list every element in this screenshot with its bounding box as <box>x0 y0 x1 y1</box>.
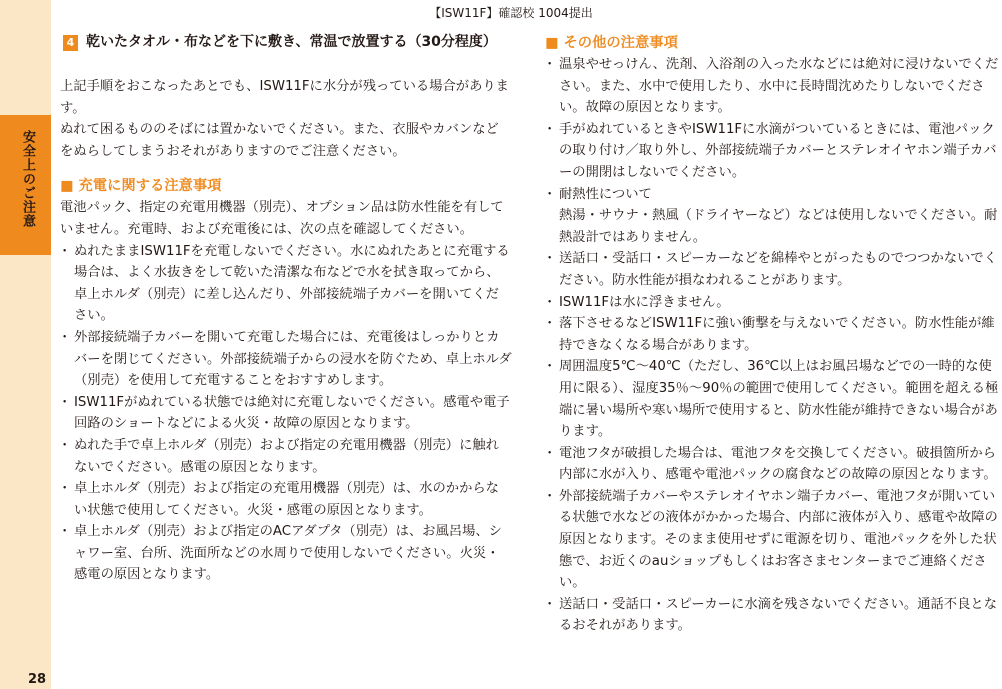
list-item: ・ 手がぬれているときやISW11Fに水滴がついているときには、電池パックの取り付け／取り外し、外部接続端子カバーとステレオイヤホン端子カバーの開閉はしないでください。 <box>545 119 1000 184</box>
list-item: ・ 卓上ホルダ（別売）および指定のACアダプタ（別売）は、お風呂場、シャワー室、台所、洗面所などの水周りで使用しないでください。火災・感電の原因となります。 <box>60 521 512 586</box>
section-intro: 電池パック、指定の充電用機器（別売）、オプション品は防水性能を有していません。充電時、および充電後には、次の点を確認してください。 <box>60 200 504 237</box>
list-item: ・ 外部接続端子カバーを開いて充電した場合には、充電後はしっかりとカバーを閉じてください。外部接続端子からの浸水を防ぐため、卓上ホルダ（別売）を使用して充電することをおすすめします。 <box>60 327 512 392</box>
header-banner: 【ISW11F】確認校 1004提出 <box>429 6 593 20</box>
step-number-badge: 4 <box>63 35 78 51</box>
list-item: ・ 周囲温度5℃～40℃（ただし、36℃以上はお風呂場などでの一時的な使用に限る）、湿度35％～90％の範囲で使用してください。範囲を超える極端に暑い場所や寒い場所で使用すると、防水性能が維持できない場合があります。 <box>545 356 1000 442</box>
step-title: 乾いたタオル・布などを下に敷き、常温で放置する（30分程度） <box>86 34 497 50</box>
list-item: ・ 電池フタが破損した場合は、電池フタを交換してください。破損箇所から内部に水が入り、感電や電池パックの腐食などの故障の原因となります。 <box>545 443 1000 486</box>
list-item: ・ 卓上ホルダ（別売）および指定の充電用機器（別売）は、水のかからない状態で使用してください。火災・感電の原因となります。 <box>60 478 512 521</box>
list-item <box>545 184 1000 249</box>
other-bullet-list <box>545 54 1000 637</box>
list-item: ・ ISW11Fは水に浮きません。 <box>545 292 1000 314</box>
left-column <box>60 32 512 586</box>
section-title-charging: ■ 充電に関する注意事項 <box>60 178 222 195</box>
list-item: ・ ISW11Fがぬれている状態では絶対に充電しないでください。感電や電子回路のショートなどによる火災・故障の原因となります。 <box>60 392 512 435</box>
list-item: ・ 温泉やせっけん、洗剤、入浴剤の入った水などには絶対に浸けないでください。また、水中で使用したり、水中に長時間沈めたりしないでください。故障の原因となります。 <box>545 54 1000 119</box>
sidebar-label: 安全上のご注意 <box>20 130 35 228</box>
right-column <box>545 32 1000 637</box>
list-item: ・ ぬれたままISW11Fを充電しないでください。水にぬれたあとに充電する場合は、よく水抜きをして乾いた清潔な布などで水を拭き取ってから、卓上ホルダ（別売）に差し込んだり、外部接続端子カバーを開いてください。 <box>60 241 512 327</box>
list-item-detail: 熱湯・サウナ・熱風（ドライヤーなど）などは使用しないでください。耐熱設計ではありません。 <box>559 208 998 245</box>
list-item: ・ 送話口・受話口・スピーカーに水滴を残さないでください。通話不良となるおそれがあります。 <box>545 594 1000 637</box>
list-item: ・ 外部接続端子カバーやステレオイヤホン端子カバー、電池フタが開いている状態で水などの液体がかかった場合、内部に液体が入り、感電や故障の原因となります。そのまま使用せずに電源を切り、電池パックを外した状態で、お近くのauショップもしくはお客さまセンターまでご連絡ください。 <box>545 486 1000 594</box>
list-item: ・ ぬれた手で卓上ホルダ（別売）および指定の充電用機器（別売）に触れないでください。感電の原因となります。 <box>60 435 512 478</box>
paragraph: 上記手順をおこなったあとでも、ISW11Fに水分が残っている場合があります。 <box>60 79 509 116</box>
list-item-heading: ・ 耐熱性について <box>559 186 652 202</box>
list-item: ・ 落下させるなどISW11Fに強い衝撃を与えないでください。防水性能が維持できなくなる場合があります。 <box>545 313 1000 356</box>
step-heading <box>60 32 512 53</box>
section-title-other: ■ その他の注意事項 <box>545 35 678 51</box>
list-item: ・ 送話口・受話口・スピーカーなどを綿棒やとがったものでつつかないでください。防水性能が損なわれることがあります。 <box>545 248 1000 291</box>
charging-bullet-list <box>60 241 512 587</box>
page-number: 28 <box>28 672 47 687</box>
paragraph: ぬれて困るもののそばには置かないでください。また、衣服やカバンなどをぬらしてしまうおそれがありますのでご注意ください。 <box>60 122 499 159</box>
sidebar <box>0 0 51 689</box>
